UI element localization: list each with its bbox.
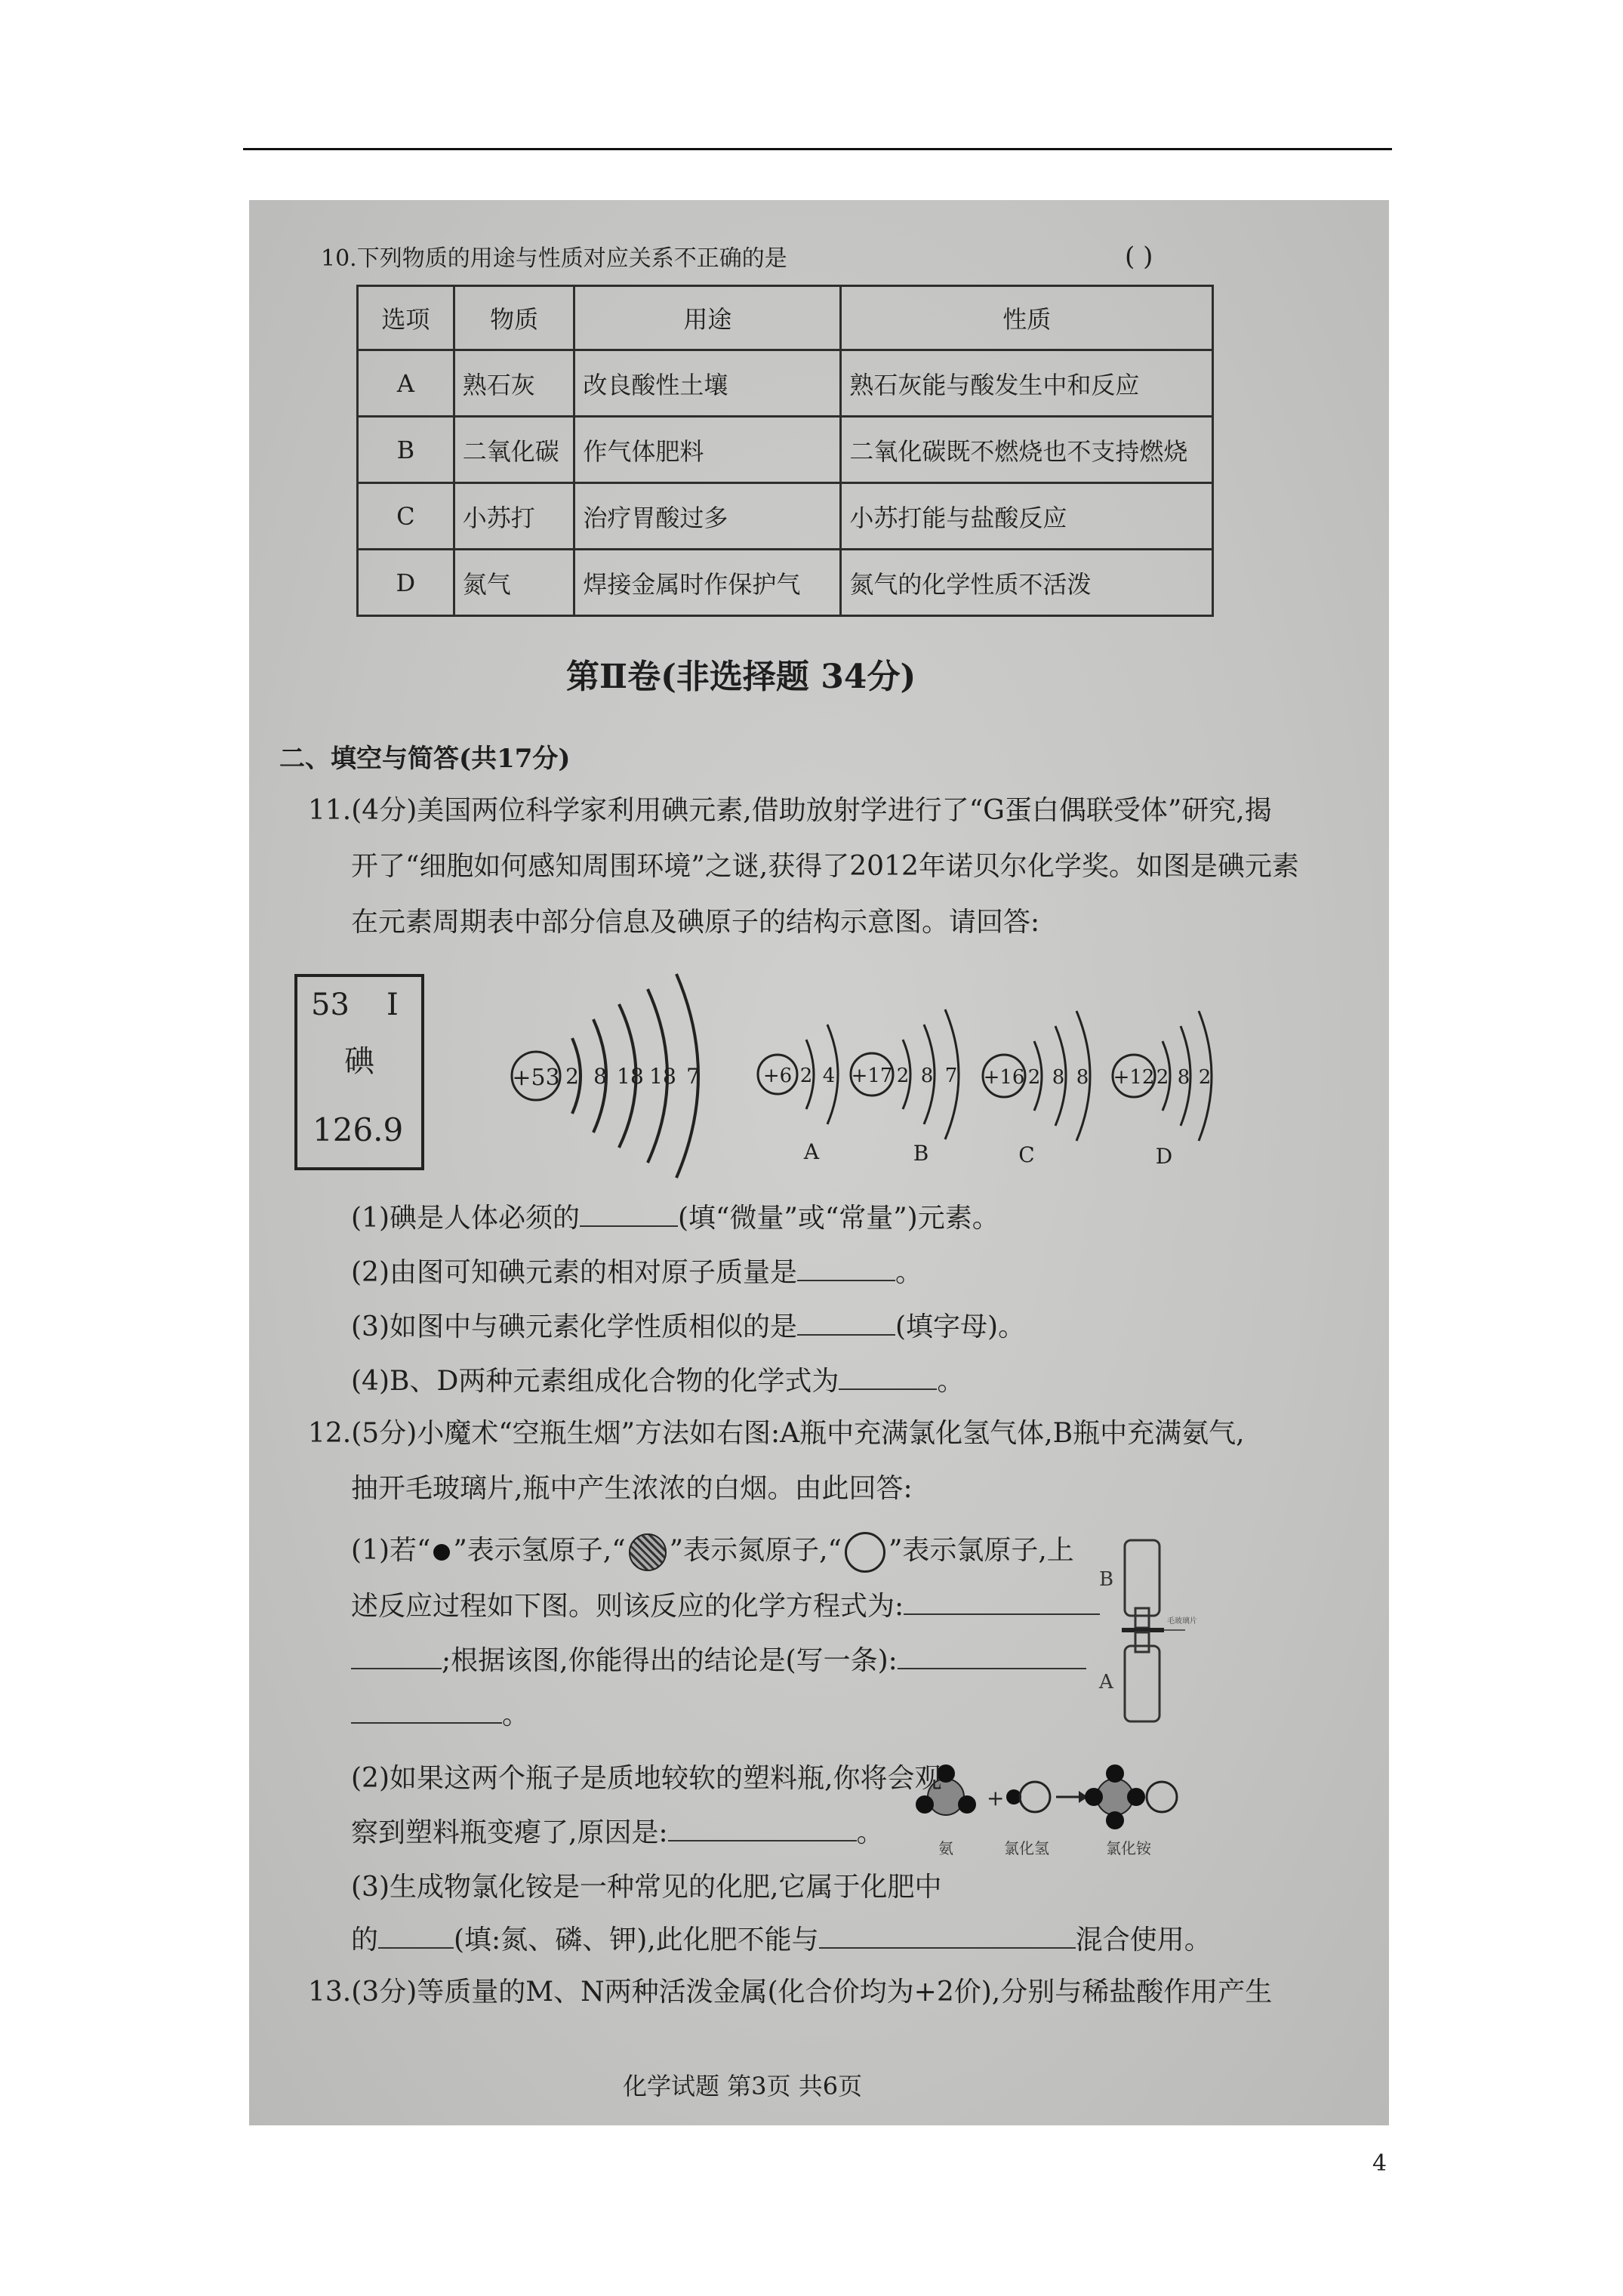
electron-count: 2 bbox=[799, 1065, 813, 1087]
atom-C-nucleus-charge: +16 bbox=[983, 1066, 1025, 1089]
cell-option: D bbox=[358, 550, 454, 616]
header-rule bbox=[243, 148, 1392, 150]
atom-structure-diagrams bbox=[476, 955, 1381, 1227]
q12-sub1-line1 bbox=[351, 1529, 1074, 1573]
hydrogen-atom bbox=[958, 1795, 976, 1814]
q13-line1: 13.(3分)等质量的M、N两种活泼金属(化合价均为+2价),分别与稀盐酸作用产生 bbox=[308, 1977, 1273, 2008]
q11-sub2-prefix: (2)由图可知碘元素的相对原子质量是 bbox=[351, 1257, 797, 1288]
atom-C-label: C bbox=[1018, 1142, 1035, 1167]
table-header-row bbox=[358, 286, 1213, 350]
section2-title: 二、填空与简答(共17分) bbox=[279, 744, 571, 774]
q11-sub2-suffix: 。 bbox=[895, 1257, 923, 1288]
q10-table bbox=[356, 285, 1214, 617]
table-row bbox=[358, 417, 1213, 483]
answer-blank bbox=[797, 1311, 895, 1336]
electron-count: 4 bbox=[822, 1065, 836, 1087]
cell-option: A bbox=[358, 350, 454, 417]
atom-A-label: A bbox=[803, 1139, 820, 1164]
answer-blank bbox=[819, 1925, 1076, 1949]
bottle-B bbox=[1125, 1540, 1160, 1616]
q12-sub1-line2 bbox=[351, 1585, 1100, 1623]
q11-sub1-suffix: (填“微量”或“常量”)元素。 bbox=[678, 1203, 999, 1234]
q12-line1: 12.(5分)小魔术“空瓶生烟”方法如右图:A瓶中充满氯化氢气体,B瓶中充满氨气, bbox=[308, 1418, 1245, 1449]
hydrogen-atom bbox=[1085, 1788, 1103, 1806]
answer-blank bbox=[668, 1817, 857, 1841]
electron-count: 2 bbox=[1198, 1066, 1212, 1089]
electron-count: 7 bbox=[686, 1064, 700, 1089]
q12-sub1-text-d: ”表示氯原子,上 bbox=[888, 1535, 1074, 1566]
electron-count: 8 bbox=[593, 1064, 607, 1089]
q11-sub3-prefix: (3)如图中与碘元素化学性质相似的是 bbox=[351, 1311, 797, 1342]
electron-count: 2 bbox=[1027, 1066, 1041, 1089]
cell-substance: 熟石灰 bbox=[454, 350, 574, 417]
q11-sub4-suffix: 。 bbox=[937, 1366, 965, 1397]
hydrogen-chloride-molecule bbox=[1006, 1782, 1050, 1812]
table-row bbox=[358, 483, 1213, 550]
q12-sub1-period: 。 bbox=[502, 1700, 530, 1730]
cell-use: 治疗胃酸过多 bbox=[574, 483, 841, 550]
atomic-number: 53 bbox=[311, 988, 350, 1022]
answer-blank bbox=[351, 1700, 502, 1724]
glass-plate-label: 毛玻璃片 bbox=[1167, 1617, 1197, 1626]
q12-sub1-conclusion-prompt: ;根据该图,你能得出的结论是(写一条): bbox=[442, 1645, 898, 1676]
cell-property: 熟石灰能与酸发生中和反应 bbox=[841, 350, 1213, 417]
atomic-mass: 126.9 bbox=[313, 1111, 404, 1148]
hydrogen-chloride-label: 氯化氢 bbox=[1004, 1839, 1049, 1857]
atom-D-diagram bbox=[1113, 1011, 1212, 1169]
cell-property: 二氧化碳既不燃烧也不支持燃烧 bbox=[841, 417, 1213, 483]
answer-blank bbox=[378, 1925, 454, 1949]
electron-count: 8 bbox=[1177, 1066, 1190, 1089]
atom-C-diagram bbox=[983, 1011, 1090, 1167]
cell-substance: 小苏打 bbox=[454, 483, 574, 550]
answer-blank bbox=[351, 1645, 442, 1669]
plus-sign: + bbox=[987, 1786, 1005, 1811]
q12-sub1-text-a: (1)若“ bbox=[351, 1535, 431, 1566]
q12-sub1-text-b: ”表示氢原子,“ bbox=[453, 1535, 626, 1566]
chlorine-atom bbox=[1147, 1782, 1177, 1812]
table-row bbox=[358, 350, 1213, 417]
element-name: 碘 bbox=[344, 1044, 374, 1079]
ammonium-chloride-label: 氯化铵 bbox=[1106, 1839, 1151, 1857]
answer-blank bbox=[797, 1257, 895, 1281]
q11-sub4 bbox=[351, 1360, 964, 1398]
electron-count: 18 bbox=[649, 1064, 676, 1089]
iodine-nucleus-charge: +53 bbox=[512, 1065, 560, 1091]
cell-substance: 二氧化碳 bbox=[454, 417, 574, 483]
header-property: 性质 bbox=[841, 286, 1213, 350]
atom-A-nucleus-charge: +6 bbox=[762, 1065, 793, 1087]
periodic-element-card bbox=[294, 974, 424, 1170]
q10-answer-paren: ( ) bbox=[1125, 242, 1153, 272]
electron-count: 2 bbox=[565, 1064, 579, 1089]
chlorine-atom-icon bbox=[845, 1532, 885, 1573]
q12-sub2-line2 bbox=[351, 1811, 884, 1850]
answer-blank bbox=[898, 1645, 1086, 1669]
hydrogen-atom bbox=[1106, 1811, 1124, 1829]
atom-B-diagram bbox=[851, 1009, 959, 1166]
hydrogen-atom bbox=[1106, 1764, 1124, 1783]
q11-sub3-suffix: (填字母)。 bbox=[895, 1311, 1026, 1342]
electron-count: 8 bbox=[920, 1065, 934, 1087]
electron-count: 2 bbox=[1156, 1066, 1169, 1089]
atom-D-nucleus-charge: +12 bbox=[1113, 1066, 1155, 1089]
header-option: 选项 bbox=[358, 286, 454, 350]
part2-title: 第Ⅱ卷(非选择题 34分) bbox=[566, 658, 916, 696]
cell-option: C bbox=[358, 483, 454, 550]
q12-sub1-text-c: ”表示氮原子,“ bbox=[669, 1535, 842, 1566]
q12-line2: 抽开毛玻璃片,瓶中产生浓浓的白烟。由此回答: bbox=[351, 1473, 913, 1504]
electron-count: 8 bbox=[1052, 1066, 1065, 1089]
ammonium-chloride-molecule bbox=[1085, 1764, 1177, 1829]
atom-B-nucleus-charge: +17 bbox=[851, 1065, 893, 1087]
q12-sub3-text-b: (填:氮、磷、钾),此化肥不能与 bbox=[454, 1925, 819, 1955]
q10-stem: 10.下列物质的用途与性质对应关系不正确的是 bbox=[321, 245, 787, 272]
atom-D-label: D bbox=[1155, 1144, 1173, 1169]
bottles-diagram bbox=[1079, 1533, 1197, 1729]
q11-sub3 bbox=[351, 1305, 1025, 1344]
element-symbol: I bbox=[387, 988, 399, 1022]
q12-sub3-text-a: 的 bbox=[351, 1925, 379, 1955]
exam-footer: 化学试题 第3页 共6页 bbox=[623, 2072, 863, 2100]
q11-sub4-prefix: (4)B、D两种元素组成化合物的化学式为 bbox=[351, 1366, 839, 1397]
iodine-atom-diagram bbox=[512, 974, 700, 1178]
electron-count: 18 bbox=[617, 1064, 644, 1089]
atom-A-diagram bbox=[758, 1025, 838, 1164]
bottle-B-label: B bbox=[1099, 1568, 1114, 1591]
q11-sub1 bbox=[351, 1197, 999, 1235]
cell-use: 焊接金属时作保护气 bbox=[574, 550, 841, 616]
q12-sub2-reason-prompt: 察到塑料瓶变瘪了,原因是: bbox=[351, 1817, 668, 1848]
nitrogen-atom-icon bbox=[629, 1533, 667, 1571]
q12-sub3-line1: (3)生成物氯化铵是一种常见的化肥,它属于化肥中 bbox=[351, 1872, 942, 1903]
q12-sub3-text-c: 混合使用。 bbox=[1075, 1925, 1212, 1955]
electron-count: 8 bbox=[1076, 1066, 1089, 1089]
q11-line3: 在元素周期表中部分信息及碘原子的结构示意图。请回答: bbox=[351, 907, 1040, 938]
q11-line1: 11.(4分)美国两位科学家利用碘元素,借助放射学进行了“G蛋白偶联受体”研究,揭 bbox=[308, 795, 1272, 826]
cell-property: 氮气的化学性质不活泼 bbox=[841, 550, 1213, 616]
header-use: 用途 bbox=[574, 286, 841, 350]
page-number: 4 bbox=[1372, 2150, 1387, 2177]
q12-sub1-equation-prompt: 述反应过程如下图。则该反应的化学方程式为: bbox=[351, 1591, 904, 1622]
answer-blank bbox=[904, 1591, 1100, 1615]
hydrogen-atom bbox=[916, 1795, 934, 1814]
bottle-A-neck bbox=[1135, 1632, 1149, 1652]
q12-sub1-line4 bbox=[351, 1693, 529, 1732]
bottle-B-neck bbox=[1135, 1608, 1149, 1628]
q12-sub1-line3 bbox=[351, 1639, 1086, 1678]
answer-blank bbox=[839, 1366, 937, 1390]
cell-substance: 氮气 bbox=[454, 550, 574, 616]
atom-B-label: B bbox=[913, 1141, 929, 1166]
reaction-diagram bbox=[910, 1755, 1181, 1869]
q12-sub3-line2 bbox=[351, 1918, 1212, 1957]
chlorine-atom bbox=[1020, 1782, 1050, 1812]
q11-sub2 bbox=[351, 1251, 922, 1290]
cell-use: 作气体肥料 bbox=[574, 417, 841, 483]
q12-sub2-period: 。 bbox=[856, 1817, 884, 1848]
q11-line2: 开了“细胞如何感知周围环境”之谜,获得了2012年诺贝尔化学奖。如图是碘元素 bbox=[351, 851, 1299, 882]
header-substance: 物质 bbox=[454, 286, 574, 350]
electron-count: 7 bbox=[944, 1065, 958, 1087]
cell-option: B bbox=[358, 417, 454, 483]
hydrogen-atom bbox=[1127, 1788, 1145, 1806]
bottle-A-label: A bbox=[1099, 1671, 1113, 1693]
cell-property: 小苏打能与盐酸反应 bbox=[841, 483, 1213, 550]
electron-count: 2 bbox=[896, 1065, 910, 1087]
exam-photo bbox=[249, 200, 1389, 2125]
q12-sub2-line1: (2)如果这两个瓶子是质地较软的塑料瓶,你将会观 bbox=[351, 1763, 942, 1794]
table-row bbox=[358, 550, 1213, 616]
bottle-A bbox=[1125, 1646, 1160, 1721]
cell-use: 改良酸性土壤 bbox=[574, 350, 841, 417]
hydrogen-atom-icon bbox=[433, 1544, 450, 1561]
answer-blank bbox=[580, 1203, 678, 1227]
q11-sub1-prefix: (1)碘是人体必须的 bbox=[351, 1203, 580, 1234]
ammonia-label: 氨 bbox=[938, 1839, 953, 1857]
